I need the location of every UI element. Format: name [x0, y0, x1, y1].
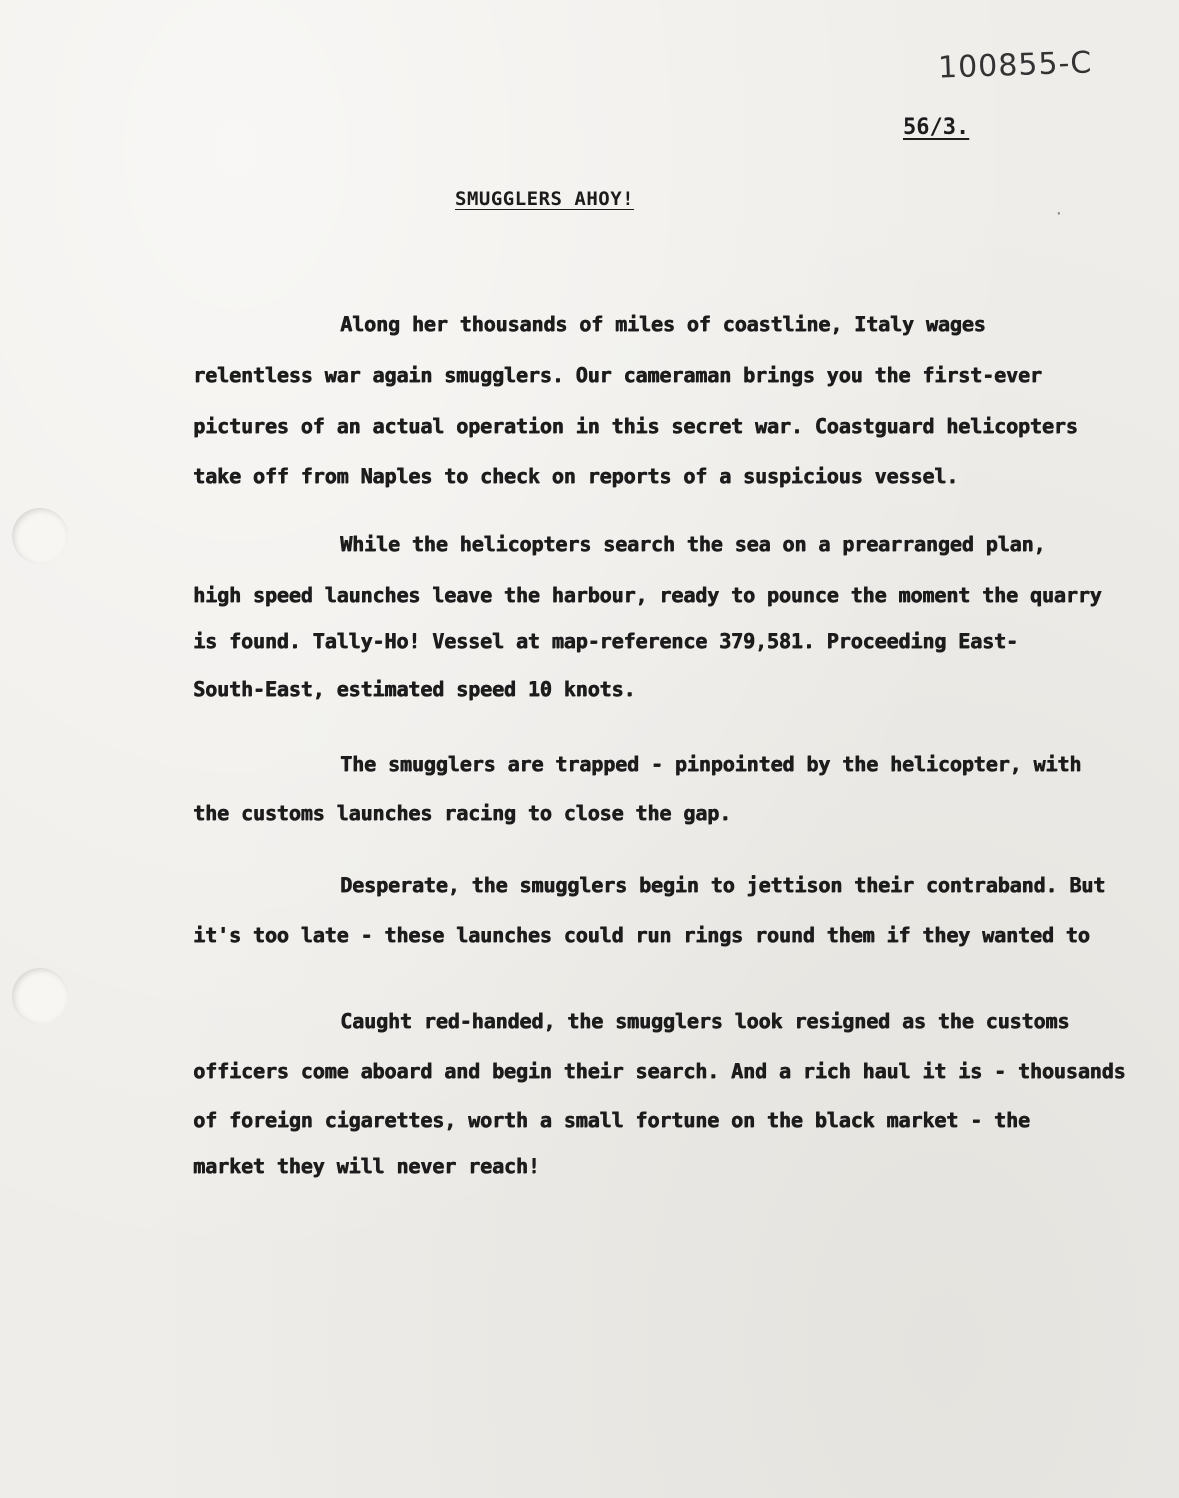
paragraph-2-line-3: is found. Tally-Ho! Vessel at map-reference 379,581. Proceeding East- — [193, 629, 1018, 653]
paragraph-2-line-4: South-East, estimated speed 10 knots. — [193, 677, 636, 701]
punch-hole-bottom — [12, 968, 68, 1024]
paragraph-2-line-1: While the helicopters search the sea on a prearranged plan, — [340, 532, 1046, 556]
stray-mark: · — [1054, 204, 1064, 223]
paragraph-5-line-3: of foreign cigarettes, worth a small fortune on the black market - the — [193, 1108, 1030, 1132]
paragraph-5-line-4: market they will never reach! — [193, 1154, 540, 1178]
paragraph-1-line-2: relentless war again smugglers. Our cameraman brings you the first-ever — [193, 363, 1042, 387]
reference-number: 56/3. — [903, 115, 970, 140]
paragraph-4-line-1: Desperate, the smugglers begin to jettison their contraband. But — [340, 873, 1106, 897]
paragraph-1-line-1: Along her thousands of miles of coastline, Italy wages — [340, 312, 986, 336]
paragraph-3-line-2: the customs launches racing to close the gap. — [193, 801, 731, 825]
paragraph-3-line-1: The smugglers are trapped - pinpointed by the helicopter, with — [340, 752, 1082, 776]
handwritten-reference: 100855-C — [937, 45, 1093, 86]
document-title: SMUGGLERS AHOY! — [455, 188, 635, 210]
paragraph-1-line-4: take off from Naples to check on reports of a suspicious vessel. — [193, 464, 959, 488]
punch-hole-top — [12, 508, 68, 564]
paragraph-5-line-2: officers come aboard and begin their search. And a rich haul it is - thousands — [193, 1059, 1126, 1083]
paragraph-5-line-1: Caught red-handed, the smugglers look resigned as the customs — [340, 1009, 1070, 1033]
paragraph-1-line-3: pictures of an actual operation in this secret war. Coastguard helicopters — [193, 414, 1078, 438]
paragraph-4-line-2: it's too late - these launches could run rings round them if they wanted to — [193, 923, 1090, 947]
paragraph-2-line-2: high speed launches leave the harbour, ready to pounce the moment the quarry — [193, 583, 1102, 607]
